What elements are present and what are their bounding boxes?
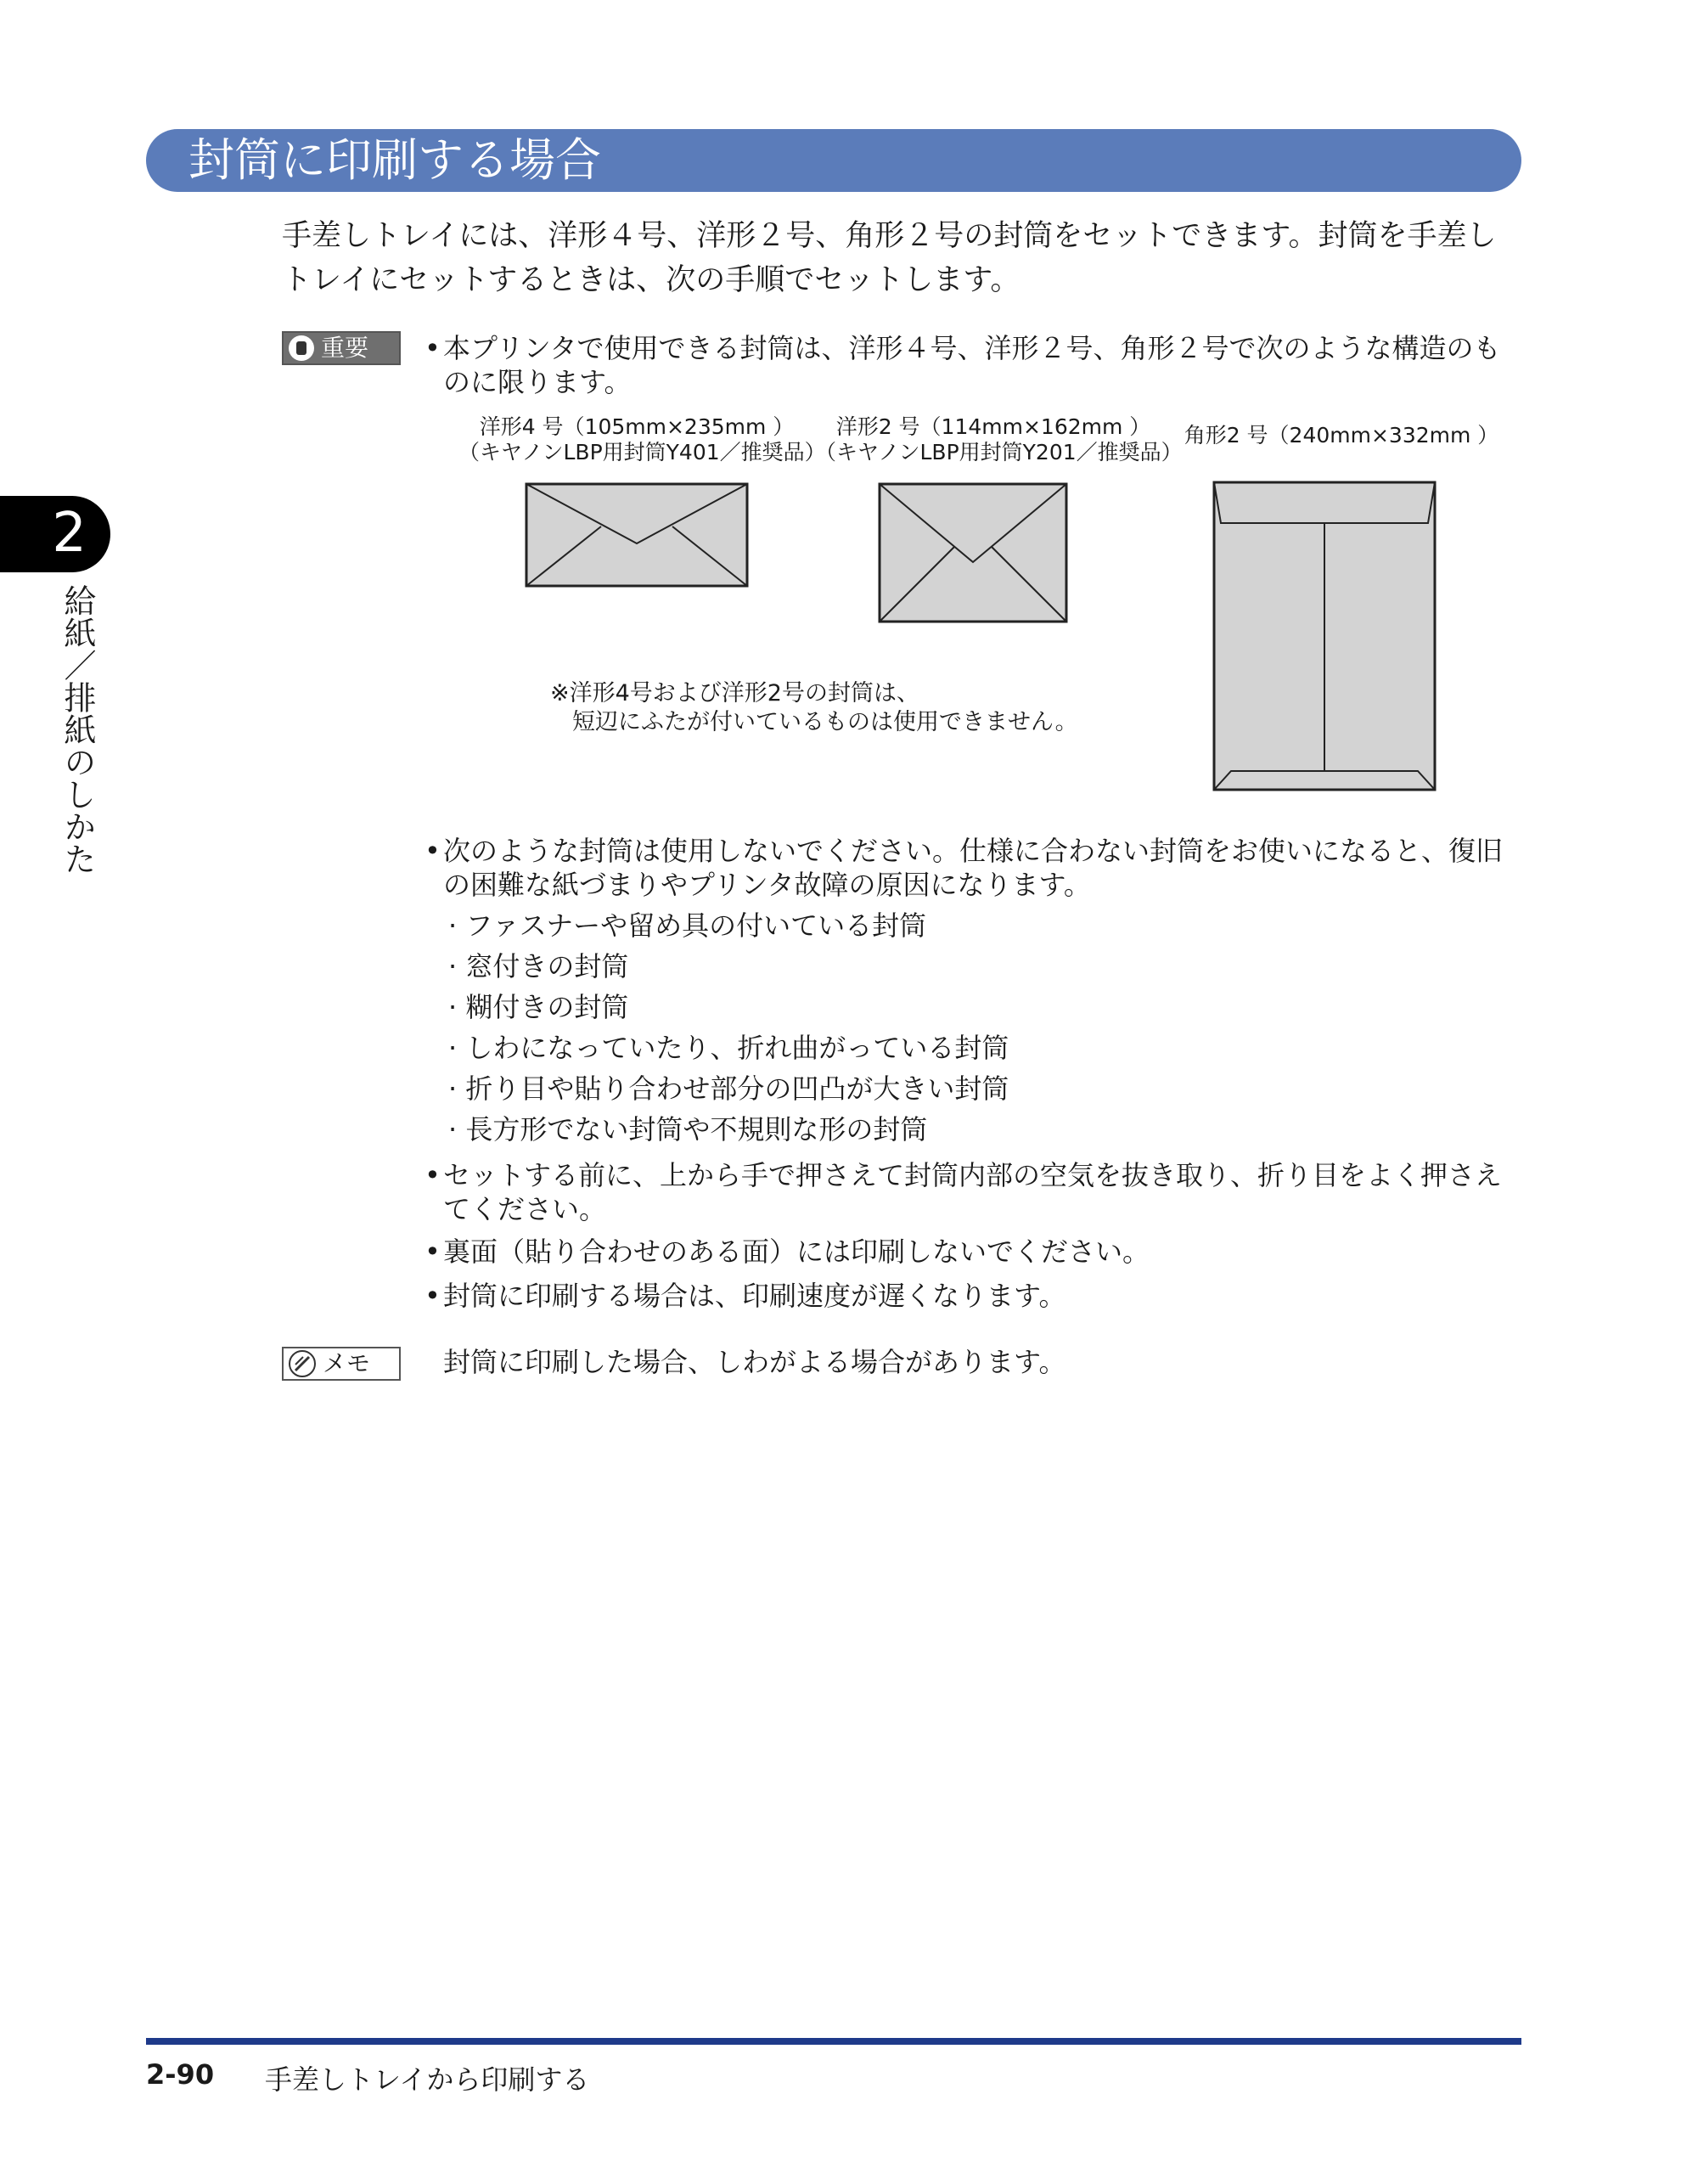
memo-note-text: 封筒に印刷した場合、しわがよる場合があります。	[443, 1346, 1066, 1378]
list-item: · しわになっていたり、折れ曲がっている封筒	[448, 1032, 1009, 1064]
list-item: · 糊付きの封筒	[448, 991, 629, 1023]
envelope-yo2-figure	[878, 482, 1068, 623]
list-item: · 窓付きの封筒	[448, 950, 629, 982]
important-label	[282, 331, 401, 365]
list-item: · 折り目や貼り合わせ部分の凹凸が大きい封筒	[448, 1072, 1009, 1105]
figure-note-line-2: 短辺にふたが付いているものは使用できません。	[572, 709, 1078, 735]
memo-note	[424, 1345, 1520, 1379]
important-bullet-4-text: 裏面（貼り合わせのある面）には印刷しないでください。	[443, 1236, 1150, 1268]
envelope-caption-yo4-size: 洋形4 号（105mm×235mm ）	[479, 414, 795, 439]
important-bullet-3-text: セットする前に、上から手で押さえて封筒内部の空気を抜き取り、折り目をよく押さえてください。	[443, 1159, 1503, 1225]
list-item: · ファスナーや留め具の付いている封筒	[448, 909, 927, 942]
important-bullet-2: • 次のような封筒は使用しないでください。仕様に合わない封筒をお使いになると、復旧の困難な紙づまりやプリンタ故障の原因になります。	[424, 834, 1520, 902]
envelope-caption-yo2-product: （キヤノンLBP用封筒Y201／推奨品）	[815, 440, 1183, 464]
envelope-caption-yo4-product: （キヤノンLBP用封筒Y401／推奨品）	[458, 440, 826, 464]
chapter-label: 給紙／排紙のしかた	[59, 584, 96, 875]
important-bullet-3: • セットする前に、上から手で押さえて封筒内部の空気を抜き取り、折り目をよく押さえてください。	[424, 1158, 1520, 1226]
envelope-caption-yo2-size: 洋形2 号（114mm×162mm ）	[835, 414, 1151, 439]
important-bullet-2-text: 次のような封筒は使用しないでください。仕様に合わない封筒をお使いになると、復旧の困難な紙づまりやプリンタ故障の原因になります。	[443, 835, 1504, 901]
important-label-text: 重要	[321, 334, 369, 362]
important-bullet-5: • 封筒に印刷する場合は、印刷速度が遅くなります。	[424, 1279, 1520, 1313]
envelope-kaku2-figure	[1212, 481, 1437, 791]
list-item: · 長方形でない封筒や不規則な形の封筒	[448, 1113, 928, 1145]
hand-stop-icon	[289, 335, 314, 361]
envelope-caption-kaku2	[1180, 423, 1503, 448]
envelope-caption-yo2	[815, 414, 1183, 465]
envelope-caption-kaku2-size: 角形2 号（240mm×332mm ）	[1184, 423, 1499, 447]
intro-paragraph: 手差しトレイには、洋形４号、洋形２号、角形２号の封筒をセットできます。封筒を手差しトレイにセットするときは、次の手順でセットします。	[282, 219, 1497, 297]
important-bullet-5-text: 封筒に印刷する場合は、印刷速度が遅くなります。	[443, 1280, 1066, 1312]
page-number: 2-90	[146, 2058, 215, 2091]
memo-label-text: メモ	[323, 1349, 371, 1377]
envelope-yo4-figure	[525, 482, 749, 588]
memo-label	[282, 1347, 401, 1381]
chapter-number: 2	[52, 502, 87, 565]
pencil-icon	[289, 1350, 316, 1377]
section-title: 封筒に印刷する場合	[188, 133, 601, 187]
figure-note-line-1: ※洋形4号および洋形2号の封筒は、	[550, 680, 919, 706]
important-bullet-1-text: 本プリンタで使用できる封筒は、洋形４号、洋形２号、角形２号で次のような構造のものに限ります。	[443, 332, 1501, 398]
chapter-tab	[0, 496, 110, 572]
envelope-caption-yo4	[458, 414, 826, 465]
footer-rule	[146, 2038, 1521, 2045]
figure-note	[550, 679, 1078, 737]
section-title-bar	[146, 129, 1521, 192]
important-bullet-4: • 裏面（貼り合わせのある面）には印刷しないでください。	[424, 1235, 1520, 1269]
important-bullet-1: • 本プリンタで使用できる封筒は、洋形４号、洋形２号、角形２号で次のような構造のものに限ります。	[424, 331, 1520, 399]
footer-section-title: 手差しトレイから印刷する	[265, 2063, 590, 2096]
